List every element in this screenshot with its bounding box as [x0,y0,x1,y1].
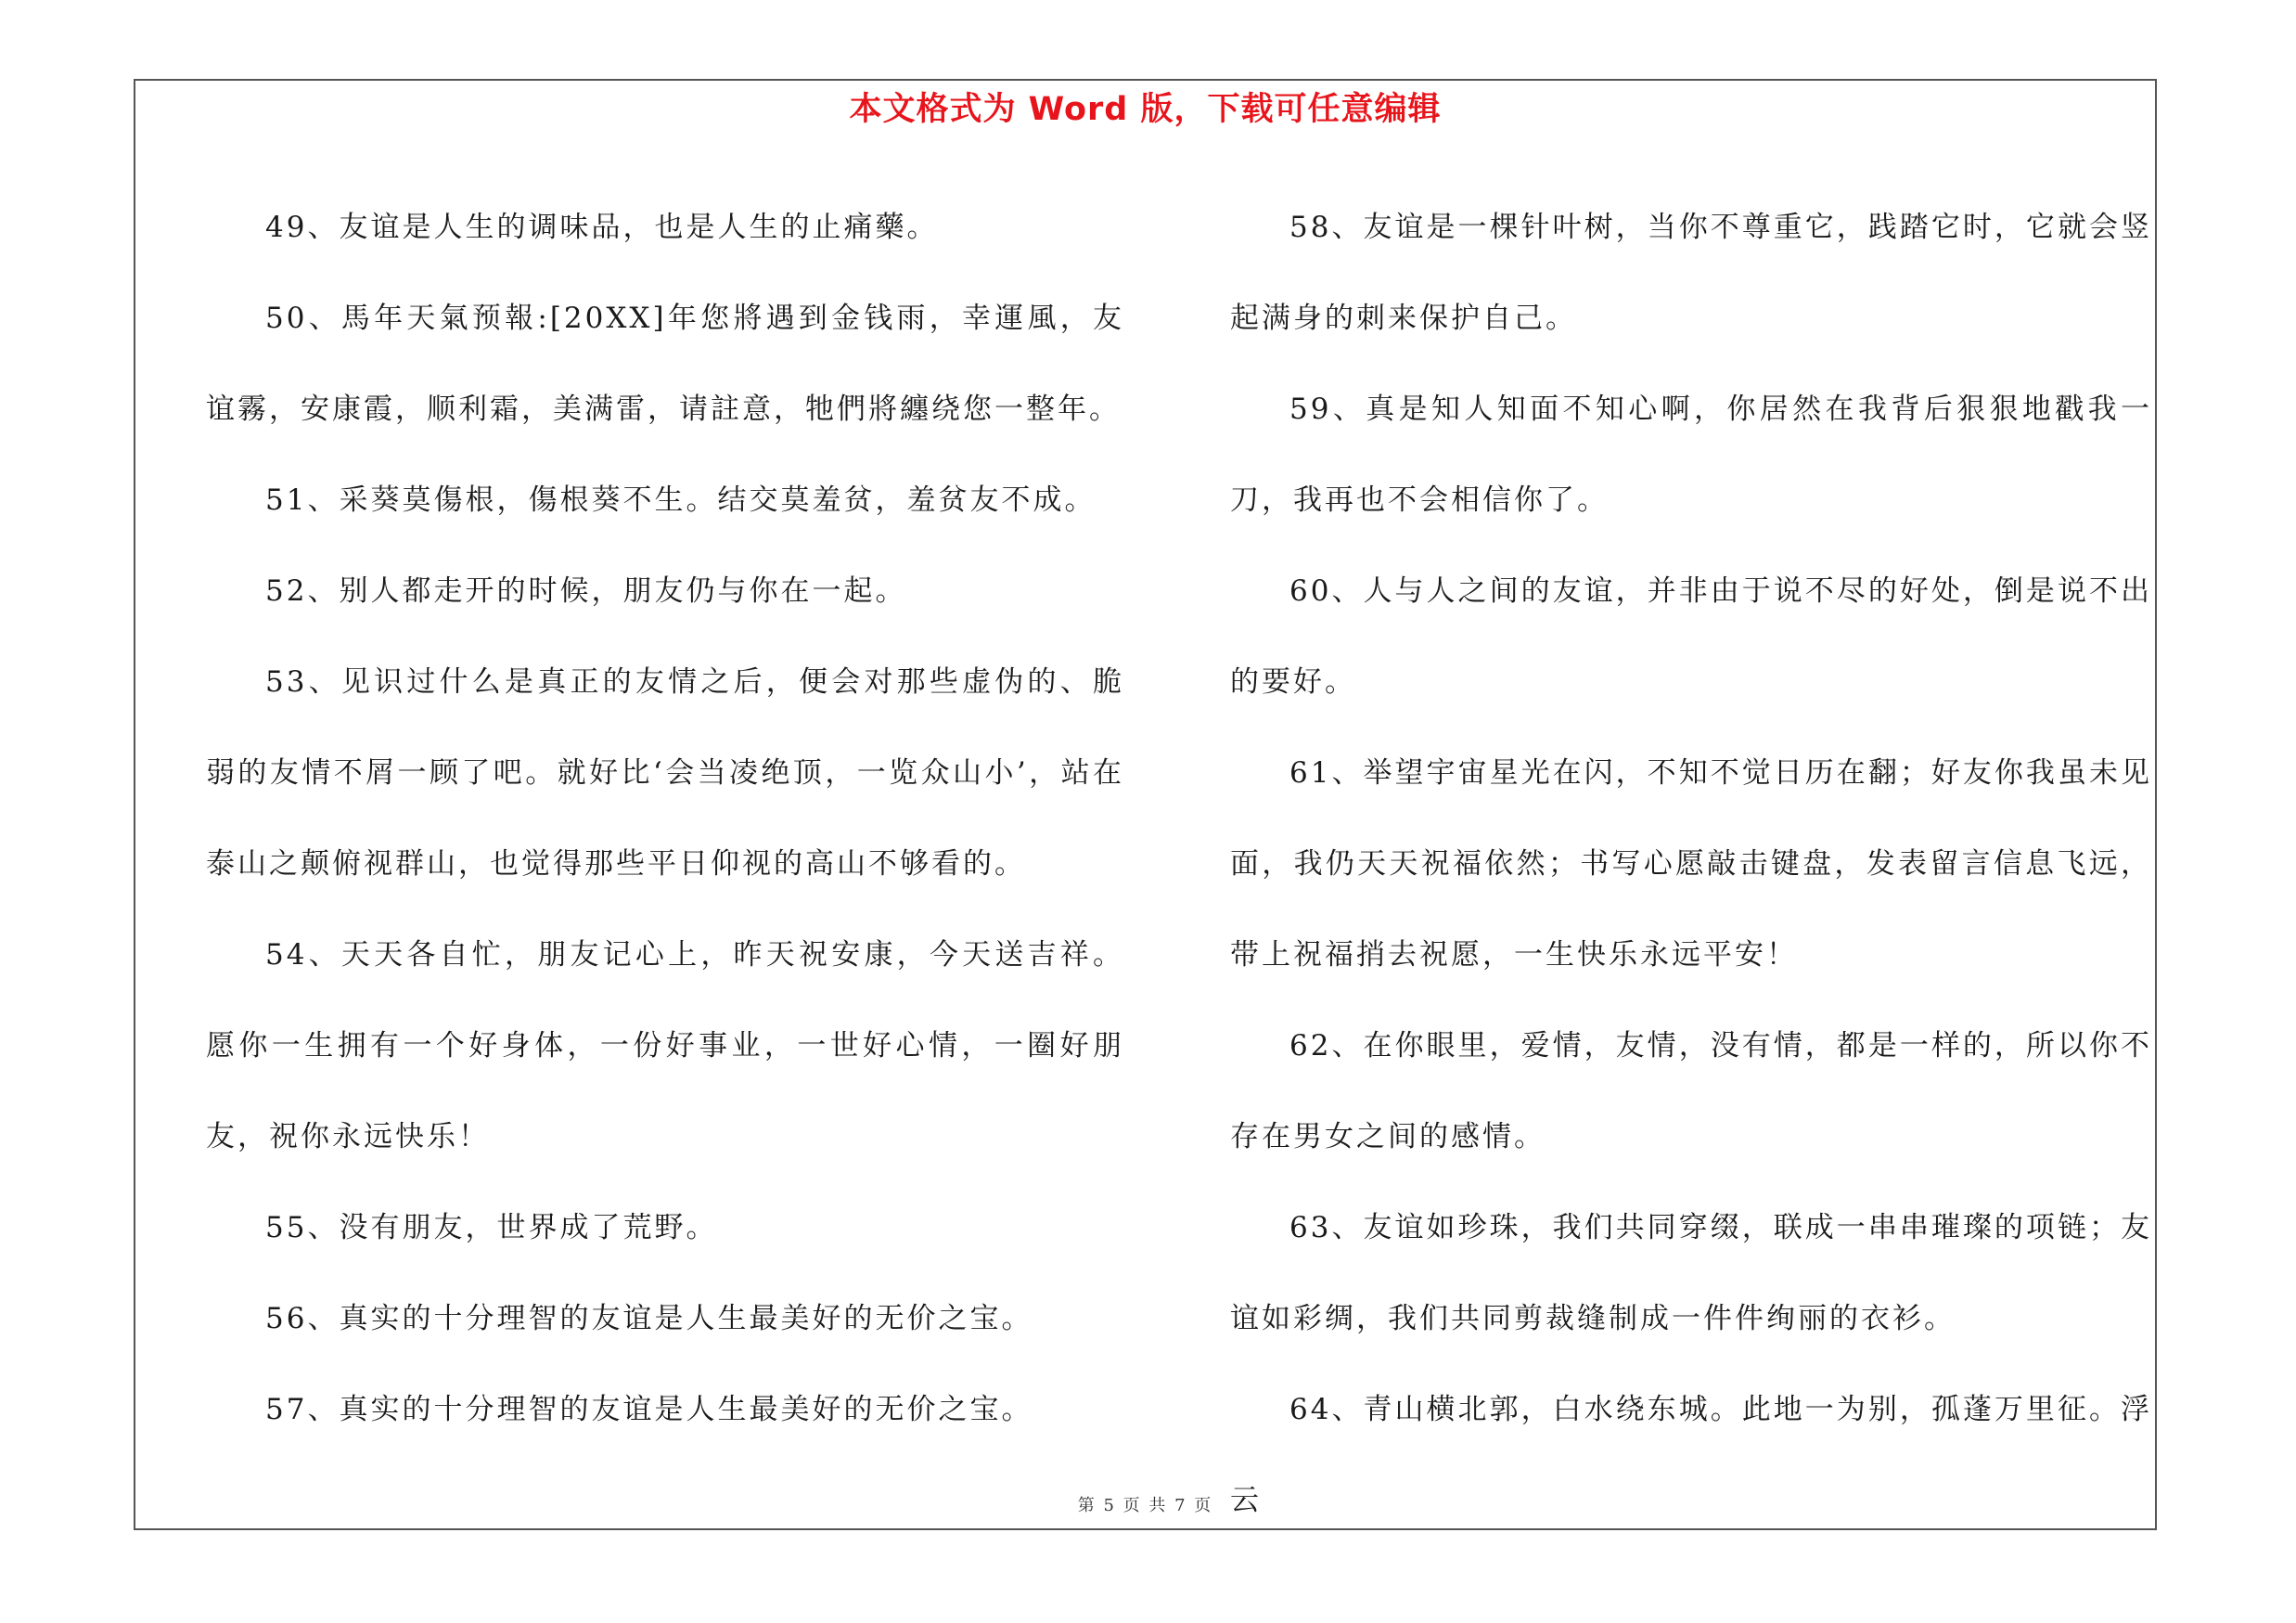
paragraph-53: 53、见识过什么是真正的友情之后，便会对那些虚伪的、脆弱的友情不屑一顾了吧。就好比‘会当凌绝顶，一览众山小’，站在泰山之颠俯视群山，也觉得那些平日仰视的高山不够看的。 [206,665,1124,881]
paragraph-51: 51、采葵莫傷根，傷根葵不生。结交莫羞贫，羞贫友不成。 [265,483,1097,517]
paragraph-49: 49、友谊是人生的调味品，也是人生的止痛藥。 [265,211,939,244]
paragraph-63: 63、友谊如珍珠，我们共同穿缀，联成一串串璀璨的项链；友谊如彩绸，我们共同剪裁缝制成一件件绚丽的衣衫。 [1230,1211,2152,1335]
paragraph-60: 60、人与人之间的友谊，并非由于说不尽的好处，倒是说不出的要好。 [1230,574,2152,699]
page-number: 第 5 页 共 7 页 [1077,1496,1213,1515]
paragraph-61: 61、举望宇宙星光在闪，不知不觉日历在翻；好友你我虽未见面，我仍天天祝福依然；书写心愿敲击键盘，发表留言信息飞远，带上祝福捎去祝愿，一生快乐永远平安！ [1230,756,2152,972]
paragraph-50: 50、馬年天氣预報:[20XX]年您將遇到金钱雨，幸運風，友谊霧，安康霞，顺利霜，美满雷，请註意，牠們將纏绕您一整年。 [206,302,1124,426]
right-column [1230,182,2152,1546]
paragraph-64: 64、青山横北郭，白水绕东城。此地一为别，孤蓬万里征。浮云 [1230,1393,2152,1517]
paragraph-57: 57、真实的十分理智的友谊是人生最美好的无价之宝。 [265,1393,1033,1426]
paragraph-58: 58、友谊是一棵针叶树，当你不尊重它，践踏它时，它就会竖起满身的刺来保护自己。 [1230,211,2152,335]
format-banner: 本文格式为 Word 版，下载可任意编辑 [849,91,1442,128]
paragraph-54: 54、天天各自忙，朋友记心上，昨天祝安康，今天送吉祥。愿你一生拥有一个好身体，一份好事业，一世好心情，一圈好朋友，祝你永远快乐！ [206,938,1124,1153]
paragraph-62: 62、在你眼里，爱情，友情，没有情，都是一样的，所以你不存在男女之间的感情。 [1230,1029,2152,1153]
paragraph-59: 59、真是知人知面不知心啊，你居然在我背后狠狠地戳我一刀，我再也不会相信你了。 [1230,393,2152,517]
paragraph-56: 56、真实的十分理智的友谊是人生最美好的无价之宝。 [265,1302,1033,1335]
paragraph-52: 52、别人都走开的时候，朋友仍与你在一起。 [265,574,907,608]
paragraph-55: 55、没有朋友，世界成了荒野。 [265,1211,718,1244]
left-column [206,182,1124,1455]
